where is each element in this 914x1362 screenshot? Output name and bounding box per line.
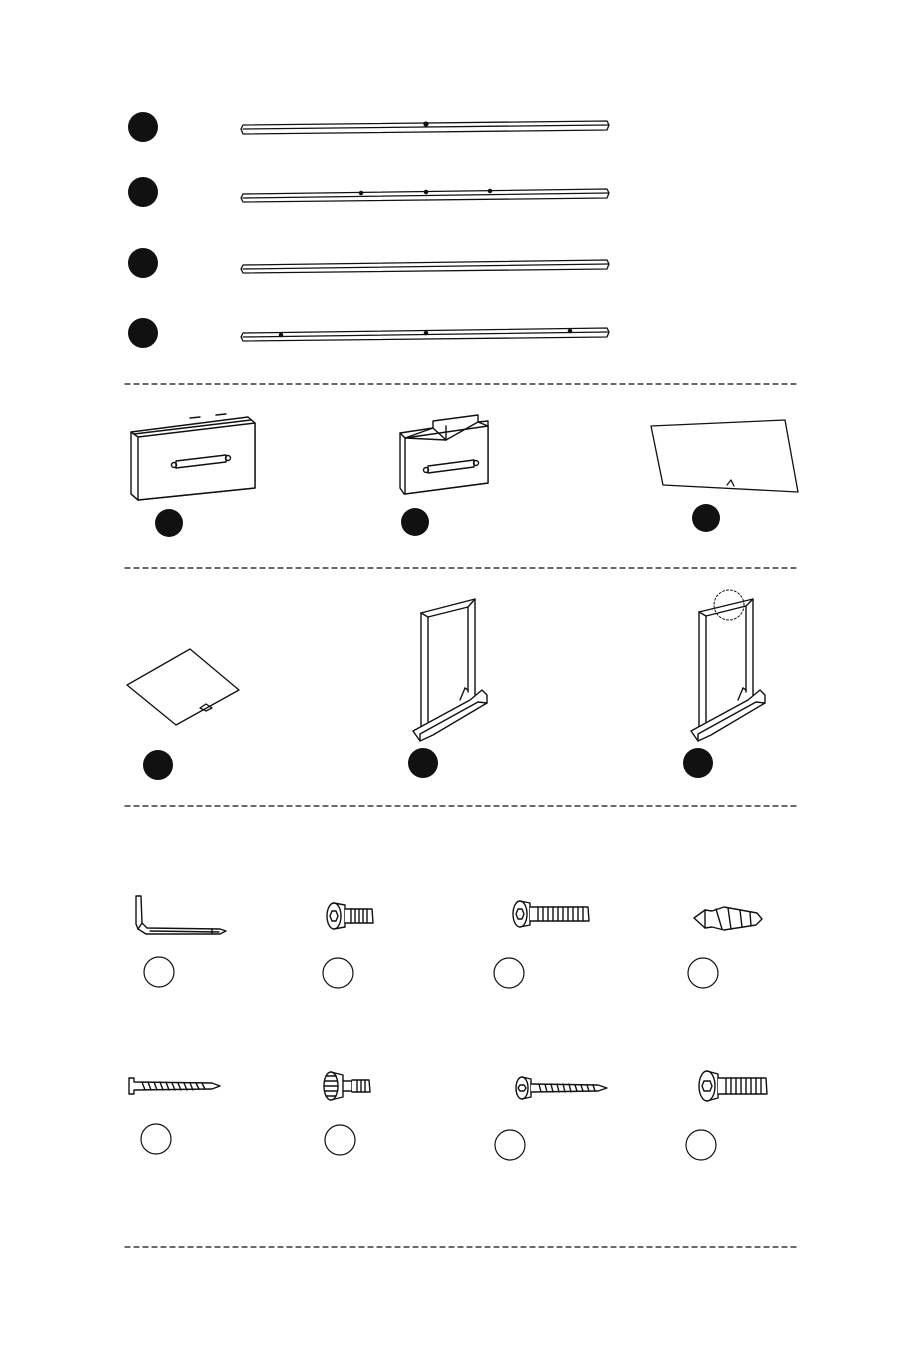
rail-1 xyxy=(241,121,609,134)
part-label-dot xyxy=(128,248,158,278)
part-label-circle xyxy=(323,958,353,988)
rail-row-3 xyxy=(128,248,609,278)
part-label-dot xyxy=(128,318,158,348)
part-label-circle xyxy=(686,1130,716,1160)
wall-plug-part xyxy=(694,907,762,930)
rail-4 xyxy=(241,328,609,341)
part-label-dot xyxy=(408,748,438,778)
rail-row-2 xyxy=(128,177,609,207)
long-hex-bolt-part xyxy=(513,901,589,927)
flange-hex-bolt-part xyxy=(699,1071,767,1101)
drawer-front-part xyxy=(131,414,255,500)
side-frame-left-part xyxy=(413,599,487,741)
part-label-circle xyxy=(141,1124,171,1154)
long-hex-screw-part xyxy=(516,1077,607,1099)
rail-3 xyxy=(241,260,609,273)
part-label-circle xyxy=(494,958,524,988)
part-label-dot xyxy=(683,748,713,778)
part-label-circle xyxy=(144,957,174,987)
part-label-dot xyxy=(155,509,183,537)
drawer-box-part xyxy=(400,415,488,494)
back-sheet-part xyxy=(651,420,798,492)
part-label-circle xyxy=(688,958,718,988)
part-label-circle xyxy=(325,1125,355,1155)
rail-row-4 xyxy=(128,318,609,348)
part-label-dot xyxy=(128,112,158,142)
rail-2 xyxy=(241,189,609,202)
part-label-dot xyxy=(128,177,158,207)
short-hex-bolt-part xyxy=(327,903,373,929)
side-frame-right-part xyxy=(691,590,765,741)
part-label-dot xyxy=(692,504,720,532)
rail-row-1 xyxy=(128,112,609,142)
hex-key-part xyxy=(136,896,226,934)
wood-screw-part xyxy=(129,1078,220,1094)
part-label-dot xyxy=(143,750,173,780)
bottom-sheet-part xyxy=(127,649,239,725)
part-label-circle xyxy=(495,1130,525,1160)
knurled-bolt-part xyxy=(324,1072,370,1100)
part-label-dot xyxy=(401,508,429,536)
